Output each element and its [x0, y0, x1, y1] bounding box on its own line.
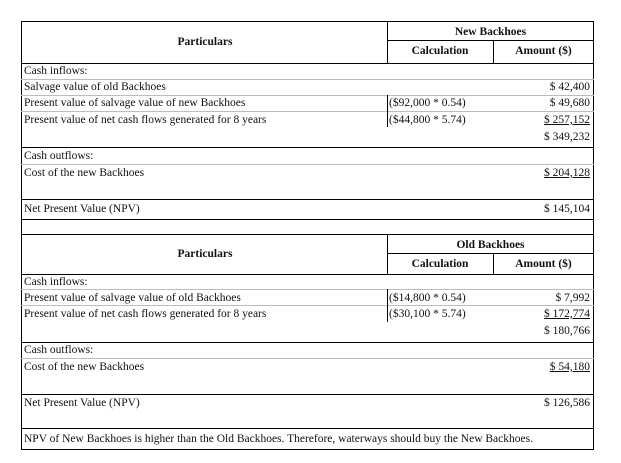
row-label: Present value of salvage value of new Backhoes	[24, 97, 246, 109]
row-calculation: ($92,000 * 0.54)	[389, 97, 466, 109]
divider	[21, 428, 594, 429]
header-old-backhoes: Old Backhoes	[456, 239, 525, 251]
divider	[21, 289, 594, 290]
divider	[387, 253, 594, 254]
divider	[21, 111, 594, 112]
outflow-label: Cost of the new Backhoes	[24, 167, 145, 179]
divider	[387, 40, 594, 41]
divider	[387, 289, 388, 322]
row-amount: $ 7,992	[555, 292, 590, 304]
header-amount: Amount ($)	[515, 45, 572, 57]
header-calculation: Calculation	[411, 258, 469, 270]
divider	[21, 234, 594, 235]
header-calculation: Calculation	[411, 45, 469, 57]
outflow-amount: $ 204,128	[544, 167, 590, 179]
divider	[21, 342, 594, 343]
row-calculation: ($14,800 * 0.54)	[389, 292, 466, 304]
header-particulars: Particulars	[177, 248, 233, 260]
row-calculation: ($44,800 * 5.74)	[389, 114, 466, 126]
row-amount: $ 42,400	[549, 81, 590, 93]
npv-amount: $ 145,104	[544, 203, 590, 215]
header-new-backhoes: New Backhoes	[454, 26, 527, 38]
row-label: Present value of salvage value of old Backhoes	[24, 292, 241, 304]
cash-outflows-label: Cash outflows:	[24, 344, 94, 356]
cash-inflows-label: Cash inflows:	[24, 276, 88, 288]
header-particulars: Particulars	[177, 36, 233, 48]
divider	[21, 199, 594, 200]
divider	[21, 394, 594, 395]
row-label: Present value of net cash flows generated for 8 years	[24, 114, 267, 126]
row-calculation: ($30,100 * 5.74)	[389, 308, 466, 320]
divider	[21, 147, 594, 148]
cash-outflows-label: Cash outflows:	[24, 150, 94, 162]
divider	[21, 358, 594, 359]
outflow-amount: $ 54,180	[549, 361, 590, 373]
conclusion-text: NPV of New Backhoes is higher than the Old Backhoes. Therefore, waterways should buy the New Backhoes.	[24, 433, 533, 445]
header-amount: Amount ($)	[515, 258, 572, 270]
total-inflows: $ 349,232	[544, 131, 590, 143]
npv-label: Net Present Value (NPV)	[24, 397, 140, 409]
row-label: Present value of net cash flows generated for 8 years	[24, 308, 267, 320]
row-amount: $ 49,680	[549, 97, 590, 109]
divider	[21, 305, 594, 306]
divider	[21, 63, 594, 64]
outflow-label: Cost of the new Backhoes	[24, 361, 145, 373]
divider	[21, 274, 594, 275]
row-amount: $ 172,774	[544, 308, 590, 320]
cash-inflows-label: Cash inflows:	[24, 65, 88, 77]
row-label: Salvage value of old Backhoes	[24, 81, 166, 93]
row-amount: $ 257,152	[544, 114, 590, 126]
npv-label: Net Present Value (NPV)	[24, 203, 140, 215]
npv-amount: $ 126,586	[544, 397, 590, 409]
divider	[387, 95, 388, 127]
divider	[21, 219, 594, 220]
divider	[21, 164, 594, 165]
total-inflows: $ 180,766	[544, 325, 590, 337]
